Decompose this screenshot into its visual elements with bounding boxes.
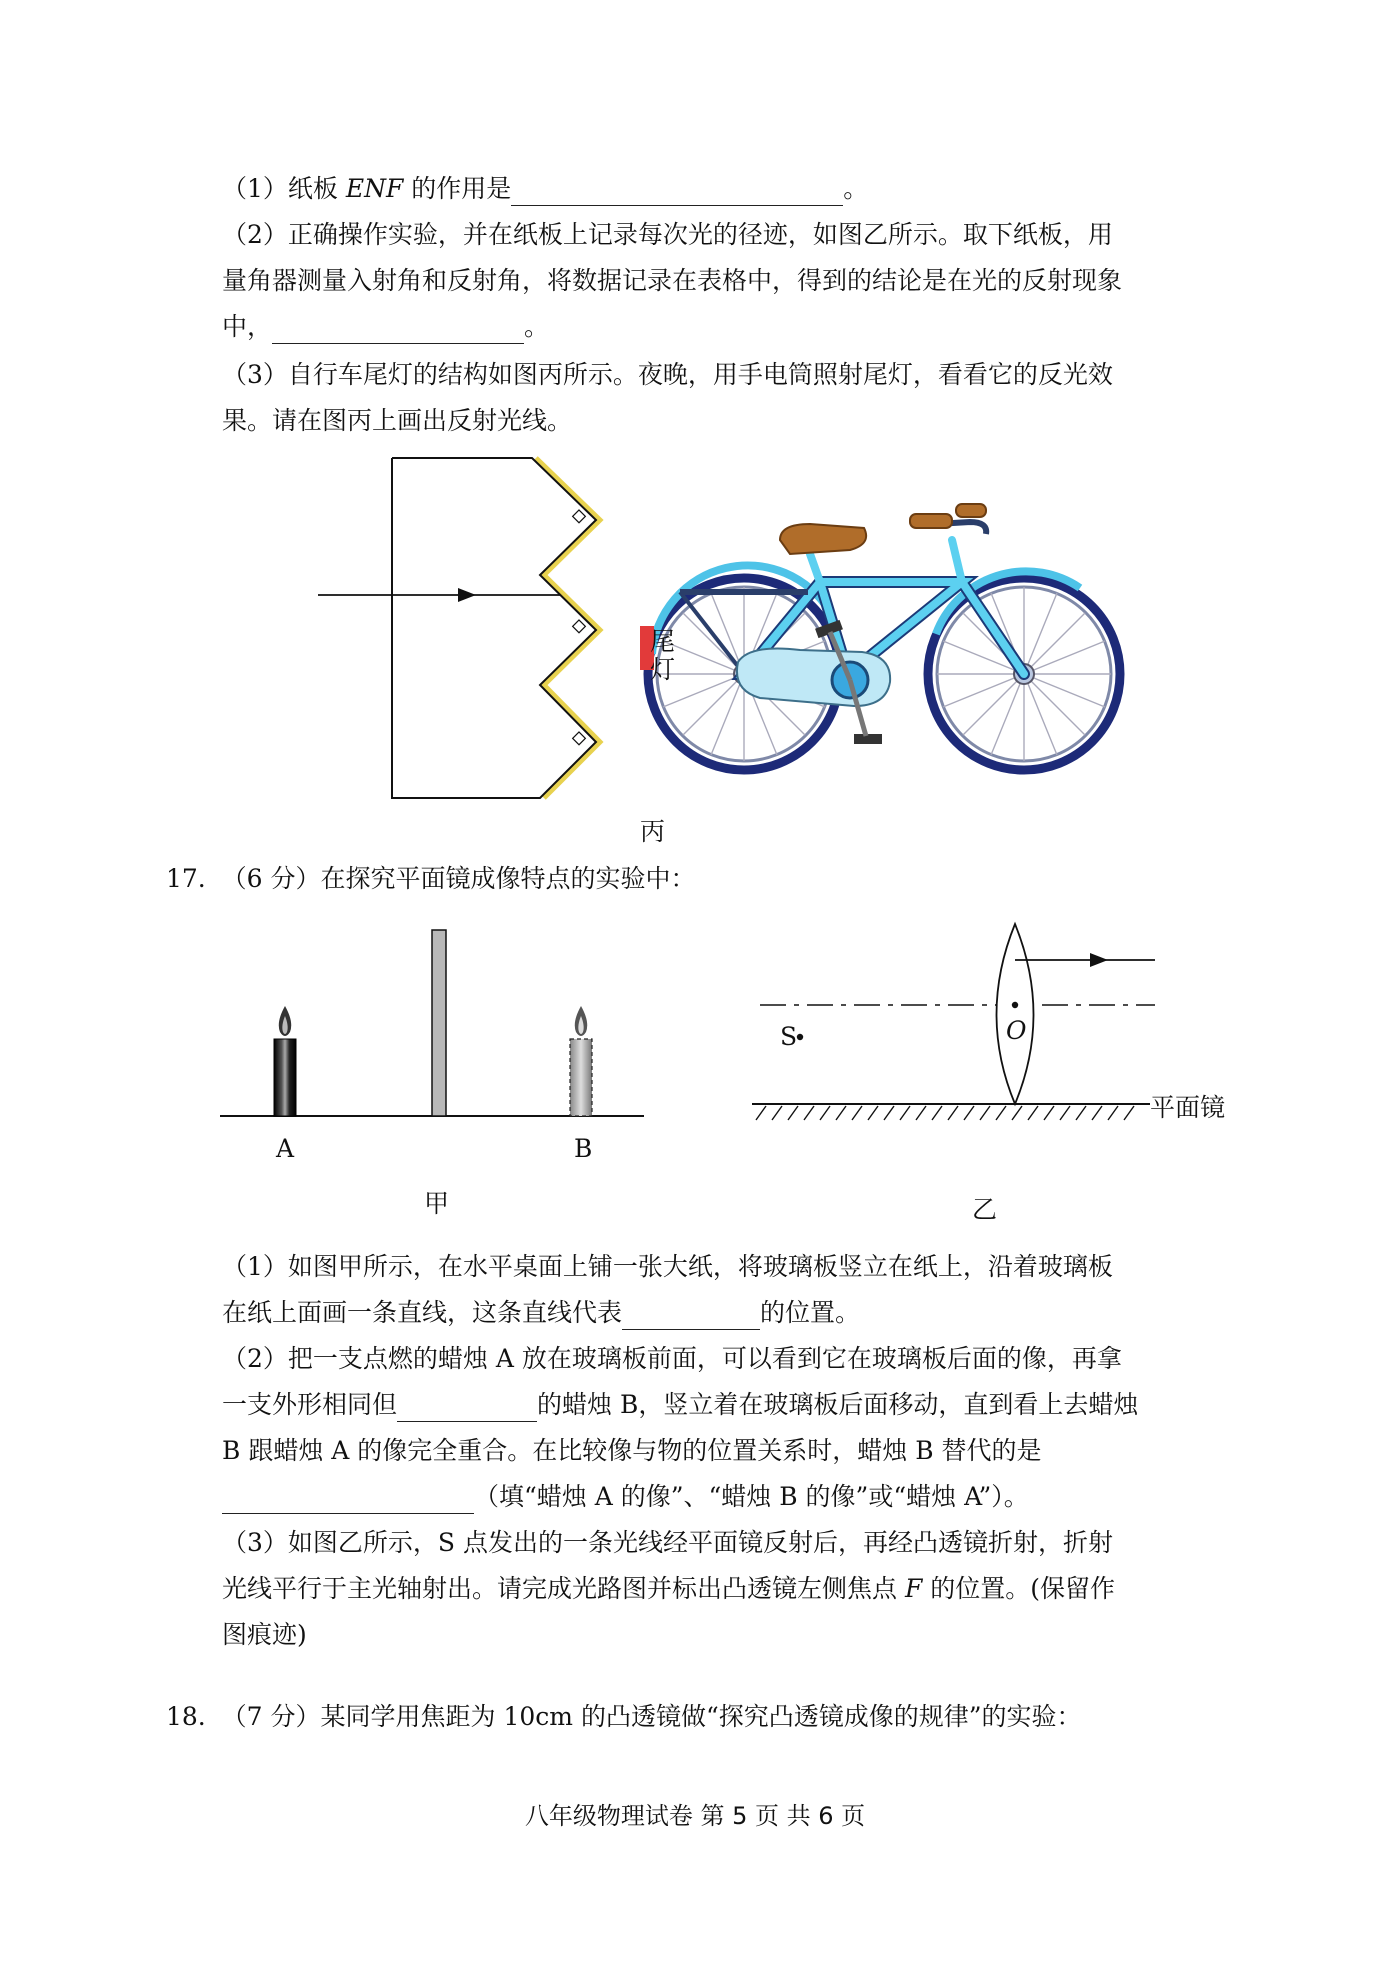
label-o: O xyxy=(1006,1016,1027,1045)
taillight-label: 尾 灯 xyxy=(650,627,676,684)
q17-part3-line3: 图痕迹) xyxy=(222,1620,307,1649)
q16-part3-line1: （3）自行车尾灯的结构如图丙所示。夜晚，用手电筒照射尾灯，看看它的反光效 xyxy=(222,360,1113,389)
question-17-stem: 17. （6 分）在探究平面镜成像特点的实验中： xyxy=(166,864,696,893)
q16-part2-line1: （2）正确操作实验，并在纸板上记录每次光的径迹，如图乙所示。取下纸板，用 xyxy=(222,220,1113,249)
figure-caption-yi: 乙 xyxy=(972,1195,998,1224)
q16-part2-line2: 量角器测量入射角和反射角，将数据记录在表格中，得到的结论是在光的反射现象 xyxy=(222,266,1123,295)
label-s: S xyxy=(780,1022,798,1051)
q17-part2-line2: 一支外形相同但 的蜡烛 B，竖立着在玻璃板后面移动，直到看上去蜡烛 xyxy=(222,1388,1138,1422)
q17-part2-line4: （填“蜡烛 A 的像”、“蜡烛 B 的像”或“蜡烛 A”）。 xyxy=(222,1480,1029,1514)
q17-part3-line1: （3）如图乙所示，S 点发出的一条光线经平面镜反射后，再经凸透镜折射，折射 xyxy=(222,1528,1113,1557)
q17-part2-line3: B 跟蜡烛 A 的像完全重合。在比较像与物的位置关系时，蜡烛 B 替代的是 xyxy=(222,1436,1042,1465)
q17-part1-line2: 在纸上面画一条直线，这条直线代表 的位置。 xyxy=(222,1296,860,1330)
lens-mirror-diagram xyxy=(750,920,1170,1120)
label-candle-b: B xyxy=(574,1134,593,1163)
page-footer: 八年级物理试卷 第 5 页 共 6 页 xyxy=(524,1802,866,1830)
q16-part3-line2: 果。请在图丙上画出反射光线。 xyxy=(222,406,573,435)
q17-part1-line1: （1）如图甲所示，在水平桌面上铺一张大纸，将玻璃板竖立在纸上，沿着玻璃板 xyxy=(222,1252,1113,1281)
point-s xyxy=(797,1034,803,1040)
q16-part1: （1）纸板 ENF 的作用是 。 xyxy=(222,172,868,206)
question-18-stem: 18. （7 分）某同学用焦距为 10cm 的凸透镜做“探究凸透镜成像的规律”的实验： xyxy=(166,1702,1082,1731)
mirror-experiment-diagram xyxy=(220,924,650,1124)
answer-blank[interactable] xyxy=(272,317,524,344)
label-plane-mirror: 平面镜 xyxy=(1150,1093,1226,1122)
q17-part3-line2: 光线平行于主光轴射出。请完成光路图并标出凸透镜左侧焦点 F 的位置。(保留作 xyxy=(222,1574,1116,1603)
taillight-diagram xyxy=(310,450,610,810)
figure-caption-bing: 丙 xyxy=(640,817,666,846)
candle-a xyxy=(274,1006,296,1116)
glass-plate xyxy=(432,930,446,1116)
answer-blank[interactable] xyxy=(511,179,843,206)
label-candle-a: A xyxy=(276,1134,295,1163)
answer-blank[interactable] xyxy=(397,1395,537,1422)
bicycle-illustration xyxy=(640,484,1120,774)
candle-b xyxy=(570,1006,592,1116)
answer-blank[interactable] xyxy=(622,1303,760,1330)
figure-caption-jia: 甲 xyxy=(424,1189,450,1218)
answer-blank[interactable] xyxy=(222,1487,474,1514)
convex-lens xyxy=(997,924,1034,1104)
q17-part2-line1: （2）把一支点燃的蜡烛 A 放在玻璃板前面，可以看到它在玻璃板后面的像，再拿 xyxy=(222,1344,1122,1373)
q16-part2-line3: 中， 。 xyxy=(222,310,549,344)
